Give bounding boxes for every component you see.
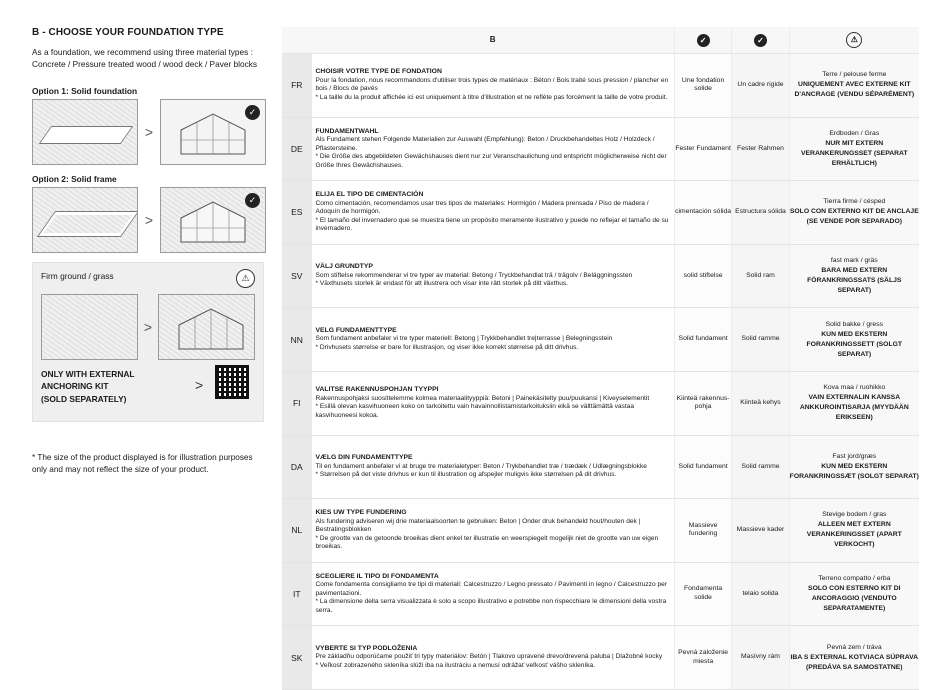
row-title: SCEGLIERE IL TIPO DI FONDAMENTA — [315, 573, 439, 581]
table-row — [282, 118, 919, 182]
table-row — [282, 181, 919, 245]
solid-frame-cell: Massieve kader — [731, 499, 788, 563]
anchoring-kit-text: SOLO CON ESTERNO KIT DI ANCORAGGIO (VENDUTO SEPARATAMENTE) — [808, 585, 901, 613]
arrow-icon: > — [144, 124, 154, 140]
firm-ground-row — [41, 295, 255, 359]
firm-ground-cell — [789, 499, 919, 563]
row-title: ELIJA EL TIPO DE CIMENTACIÓN — [315, 191, 424, 199]
warning-icon: ⚠ — [236, 269, 255, 288]
firm-ground-label: fast mark / gräs — [830, 257, 878, 265]
table-row — [282, 245, 919, 309]
anchoring-kit-text: IBA S EXTERNAL KOTVIACA SÚPRAVA (PREDÁVA SA SAMOSTATNE) — [790, 653, 919, 671]
table-row — [282, 308, 919, 372]
table-header — [282, 27, 919, 54]
anchoring-line: ONLY WITH EXTERNAL — [41, 368, 135, 379]
row-text: Som fundament anbefaler vi tre typer materiell: Betong | Trykkbehandlet tre|terrasse | Belegningsstein — [315, 335, 613, 343]
option2-row — [32, 188, 268, 252]
description-cell — [312, 372, 674, 436]
anchoring-kit-text: NUR MIT EXTERN VERANKERUNGSSET (SEPARAT ERHÄLTLICH) — [800, 139, 908, 167]
row-note: * La dimensione della serra visualizzata è solo a scopo illustrativo e potrebbe non rispecchiare le dimensioni della vostra serra. — [315, 598, 667, 614]
row-text: Como cimentación, recomendamos usar tres tipos de materiales: Hormigón / Madera prensada / Piso de madera / Adoquín de hormigón. — [315, 199, 649, 216]
language-code: NL — [282, 499, 312, 563]
row-title: VÄLJ GRUNDTYP — [315, 263, 373, 271]
firm-ground-label: Solid bakke / gress — [825, 320, 884, 328]
greenhouse-on-grass-image — [158, 294, 255, 360]
arrow-icon: > — [195, 377, 204, 393]
row-title: CHOISIR VOTRE TYPE DE FONDATION — [315, 68, 442, 76]
row-title: KIES UW TYPE FUNDERING — [315, 509, 407, 517]
row-note: * De grootte van de getoonde broeikas dient enkel ter illustratie en weerspiegelt mogelijk niet de grootte van uw eigen broeikas. — [315, 534, 659, 551]
solid-foundation-cell: Fester Fundament — [674, 118, 731, 182]
row-note: * Størrelsen på det viste drivhus er kun til illustration og afspejler muligvis ikke størrelsen på dit drivhus. — [315, 471, 617, 479]
firm-ground-cell — [789, 245, 919, 309]
row-title: VÆLG DIN FUNDAMENTTYPE — [315, 454, 413, 462]
option1-row — [32, 100, 268, 164]
footnote: * The size of the product displayed is for illustration purposes only and may not reflect the size of your product. — [32, 453, 253, 474]
table-body — [282, 54, 919, 690]
greenhouse-on-slab-image — [160, 99, 266, 165]
language-code: FR — [282, 54, 312, 118]
anchoring-kit-note — [41, 368, 161, 406]
row-note: * Esillä olevan kasvihuoneen koko on tarkoitettu vain havainnollistamistarkoituksiin eikä se välttämättä vastaa kasvihuoneesi kokoa. — [315, 403, 635, 419]
greenhouse-icon — [173, 198, 253, 246]
language-code: SK — [282, 626, 312, 690]
arrow-icon: > — [144, 212, 154, 228]
description-cell — [312, 436, 674, 500]
qr-code[interactable] — [215, 365, 249, 399]
description-cell — [312, 54, 674, 118]
row-note: * Växthusets storlek är endast för att illustrera och visar inte rätt storlek på ditt växthus. — [315, 280, 569, 288]
translation-table — [282, 27, 919, 690]
anchoring-kit-text: KUN MED EKSTERN FORANKRINGSSETT (SOLGT SEPARAT) — [806, 330, 903, 358]
row-note: * Drivhusets størrelse er bare for illustrasjon, og viser ikke korrekt størrelse på ditt drivhus. — [315, 343, 579, 351]
row-note: * El tamaño del invernadero que se muestra tiene un propósito meramente ilustrativo y puede no reflejar el tamaño de su invernadero. — [315, 216, 669, 233]
header-solid-foundation — [674, 27, 731, 54]
anchoring-kit-text: ALLEEN MET EXTERN VERANKERINGSSET (APART VERKOCHT) — [806, 521, 902, 549]
anchoring-line: ANCHORING KIT — [41, 381, 109, 391]
language-code: NN — [282, 308, 312, 372]
row-text: Come fondamenta consigliamo tre tipi di materiali: Calcestruzzo / Legno pressato / Pavimenti in legno / Calcestruzzo per pavimentazioni. — [315, 581, 667, 597]
row-text: Pour la fondation, nous recommandons d'utiliser trois types de matériaux : Béton / Bois traité sous pression / plancher en bois / Blocs de pavés — [315, 76, 669, 93]
table-row — [282, 436, 919, 500]
row-text: Som stiftelse rekommenderar vi tre typer av material: Betong / Tryckbehandlat trä / trägolv / Beläggningssten — [315, 271, 633, 279]
firm-ground-label: Pevná zem / tráva — [826, 643, 882, 651]
anchoring-line: (SOLD SEPARATELY) — [41, 393, 127, 404]
header-code-cell — [282, 27, 312, 54]
check-icon: ✓ — [245, 193, 260, 208]
anchoring-kit-text: SOLO CON EXTERNO KIT DE ANCLAJE (SE VENDE POR SEPARADO) — [789, 208, 919, 226]
grass-image — [41, 294, 138, 360]
solid-frame-cell: Solid ramme — [731, 308, 788, 372]
row-note: * Die Größe des abgebildeten Gewächshauses dient nur zur Veranschaulichung und entspricht möglicherweise nicht der Größe Ihres Gewächshauses. — [315, 153, 667, 169]
intro-text: As a foundation, we recommend using three material types : Concrete / Pressure treated wood / wood deck / Paver blocks — [32, 47, 258, 69]
firm-ground-box — [32, 262, 264, 422]
row-title: VYBERTE SI TYP PODLOŽENIA — [315, 645, 418, 653]
row-text: Als Fundament stehen Folgende Materialien zur Auswahl (Empfehlung): Beton / Druckbehandeltes Holz / Holzdeck / Pflastersteine. — [315, 136, 655, 152]
firm-ground-cell — [789, 626, 919, 690]
solid-frame-cell: Solid ram — [731, 245, 788, 309]
ground-image — [32, 99, 138, 165]
warning-icon: ⚠ — [846, 32, 862, 48]
wood-frame-shape — [39, 212, 138, 236]
row-text: Pre základňu odporúčame použiť tri typy materiálov: Betón | Tlakovo upravené drevo/drevená paluba | Dlažobné kocky — [315, 653, 663, 661]
solid-foundation-cell: Massieve fundering — [674, 499, 731, 563]
language-code: ES — [282, 181, 312, 245]
row-text: Rakennuspohjaksi suosittelemme kolmea materiaalityyppiä: Betoni | Painekäsitelty puu/puukansi | Kiveyselementit — [315, 394, 650, 402]
solid-foundation-cell: Une fondation solide — [674, 54, 731, 118]
description-cell — [312, 308, 674, 372]
table-row — [282, 563, 919, 627]
greenhouse-on-frame-image — [160, 187, 266, 253]
language-code: DA — [282, 436, 312, 500]
description-cell — [312, 499, 674, 563]
solid-frame-cell: telaio solida — [731, 563, 788, 627]
description-cell — [312, 118, 674, 182]
option2-label: Option 2: Solid frame — [32, 174, 117, 184]
solid-frame-cell: Kiinteä kehys — [731, 372, 788, 436]
table-row — [282, 499, 919, 563]
anchoring-kit-text: UNIQUEMENT AVEC EXTERNE KIT D'ANCRAGE (VENDU SÉPARÉMENT) — [794, 81, 915, 99]
solid-frame-cell: Estructura sólida — [731, 181, 788, 245]
firm-ground-label: Terre / pelouse ferme — [822, 71, 887, 79]
option1-label: Option 1: Solid foundation — [32, 86, 138, 96]
firm-ground-label: Fast jord/græs — [832, 452, 877, 460]
check-icon: ✓ — [754, 34, 767, 47]
table-row — [282, 54, 919, 118]
table-row — [282, 372, 919, 436]
firm-ground-label: Kova maa / ruohikko — [823, 384, 886, 392]
firm-ground-cell — [789, 436, 919, 500]
solid-foundation-cell: Solid fundament — [674, 436, 731, 500]
anchoring-kit-text: VAIN EXTERNALIN KANSSA ANKKUROINTISARJA (MYYDÄÄN ERIKSEEN) — [799, 394, 909, 422]
firm-ground-cell — [789, 372, 919, 436]
anchoring-kit-text: KUN MED EKSTERN FORANKRINGSSÆT (SOLGT SEPARAT) — [789, 462, 919, 480]
solid-foundation-cell: Pevná založenie miesta — [674, 626, 731, 690]
description-cell — [312, 563, 674, 627]
ground-image — [32, 187, 138, 253]
row-title: VELG FUNDAMENTTYPE — [315, 327, 397, 335]
solid-foundation-cell: Solid fundament — [674, 308, 731, 372]
firm-ground-label: Tierra firme / césped — [823, 198, 886, 206]
solid-foundation-cell: cimentación sólida — [674, 181, 731, 245]
solid-foundation-cell: Fondamenta solide — [674, 563, 731, 627]
language-code: FI — [282, 372, 312, 436]
solid-foundation-cell: solid stiftelse — [674, 245, 731, 309]
row-title: VALITSE RAKENNUSPOHJAN TYYPPI — [315, 386, 439, 394]
solid-frame-cell: Masívny rám — [731, 626, 788, 690]
firm-ground-label: Erdboden / Gras — [829, 129, 880, 137]
section-title: B - CHOOSE YOUR FOUNDATION TYPE — [32, 27, 224, 38]
left-panel — [32, 27, 268, 422]
table-row — [282, 626, 919, 690]
row-text: Als fundering adviseren wij drie materiaalsoorten te gebruiken: Beton | Onder druk behandeld hout/houten dek | Bestratingsblokken — [315, 517, 641, 534]
header-solid-frame — [731, 27, 788, 54]
firm-ground-cell — [789, 118, 919, 182]
description-cell — [312, 181, 674, 245]
arrow-icon: > — [143, 319, 153, 335]
greenhouse-icon — [171, 305, 251, 353]
language-code: DE — [282, 118, 312, 182]
language-code: IT — [282, 563, 312, 627]
solid-foundation-cell: Kiinteä rakennus-pohja — [674, 372, 731, 436]
firm-ground-cell — [789, 308, 919, 372]
concrete-slab-shape — [39, 126, 134, 144]
check-icon: ✓ — [245, 105, 260, 120]
solid-frame-cell: Solid ramme — [731, 436, 788, 500]
anchoring-kit-text: BARA MED EXTERN FÖRANKRINGSSATS (SÄLJS SEPARAT) — [807, 267, 902, 295]
row-note: * La taille du la produit affichée ici est uniquement à titre d'illustration et ne reflète pas forcément la taille de votre produit. — [315, 93, 668, 101]
description-cell — [312, 626, 674, 690]
row-title: FUNDAMENTWAHL — [315, 127, 379, 135]
solid-frame-cell: Un cadre rigide — [731, 54, 788, 118]
firm-ground-cell — [789, 563, 919, 627]
firm-ground-cell — [789, 181, 919, 245]
language-code: SV — [282, 245, 312, 309]
row-note: * Veľkosť zobrazeného skleníka slúži iba na ilustráciu a nemusí odrážať veľkosť vášho skleníka. — [315, 661, 596, 669]
greenhouse-icon — [173, 110, 253, 158]
solid-frame-cell: Fester Rahmen — [731, 118, 788, 182]
firm-ground-title: Firm ground / grass — [41, 271, 114, 281]
header-b: B — [312, 27, 674, 54]
firm-ground-label: Terreno compatto / erba — [818, 575, 891, 583]
firm-ground-label: Stevige bodem / gras — [822, 511, 887, 519]
header-firm-ground — [789, 27, 919, 54]
firm-ground-cell — [789, 54, 919, 118]
description-cell — [312, 245, 674, 309]
check-icon: ✓ — [697, 34, 710, 47]
row-text: Til en fundament anbefaler vi at bruge tre materialetyper: Beton / Trykbehandlet træ / trædæk / Udlægningsblokke — [315, 462, 647, 470]
